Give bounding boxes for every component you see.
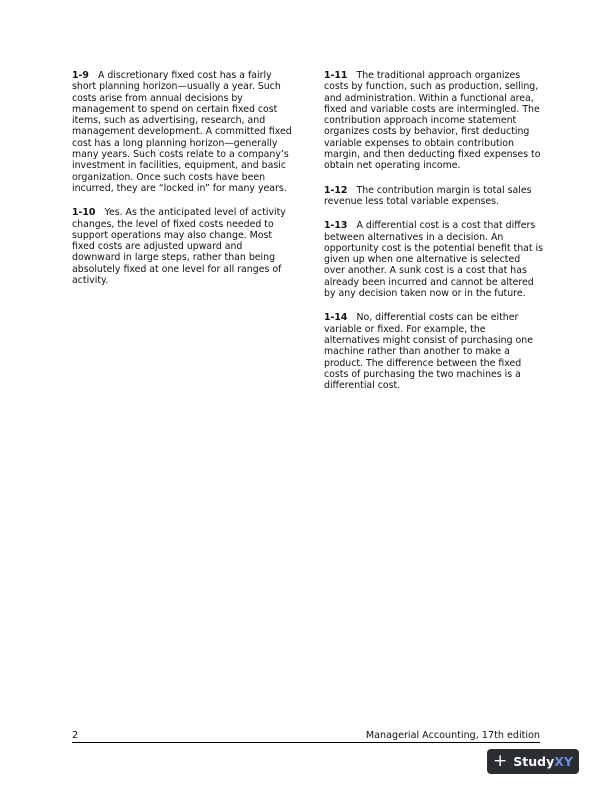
answer-1-11 xyxy=(324,70,544,172)
left-column xyxy=(72,70,292,299)
answer-text: A discretionary fixed cost has a fairly short planning horizon—usually a year. Such costs arise from annual decisions by management to spend on certain fixed cost items, such as advertising, research, and management development. A committed fixed cost has a long planning horizon—generally many years. Such costs relate to a company’s investment in facilities, equipment, and basic organization. Once such costs have been incurred, they are “locked in” for many years. xyxy=(72,70,292,194)
answer-number: 1-10 xyxy=(72,207,96,219)
answer-1-12 xyxy=(324,185,544,208)
answer-text: The traditional approach organizes costs by function, such as production, selling, and administration. Within a functional area, fixed and variable costs are intermingled. The contribution approach income statement organizes costs by behavior, first deducting variable expenses to obtain contribution margin, and then deducting fixed expenses to obtain net operating income. xyxy=(324,70,541,172)
answer-1-10 xyxy=(72,207,292,286)
page-number: 2 xyxy=(72,730,79,741)
plus-icon: + xyxy=(493,751,508,771)
answer-number: 1-12 xyxy=(324,184,348,196)
answer-1-13 xyxy=(324,220,544,299)
studyxy-badge[interactable] xyxy=(487,749,579,774)
answer-number: 1-9 xyxy=(72,70,89,81)
answer-number: 1-14 xyxy=(324,312,348,324)
answer-text: The contribution margin is total sales revenue less total variable expenses. xyxy=(324,184,532,207)
brand-accent: XY xyxy=(554,754,573,769)
page-footer xyxy=(72,730,540,743)
answer-number: 1-11 xyxy=(324,70,348,81)
right-column xyxy=(324,70,544,404)
book-title: Managerial Accounting, 17th edition xyxy=(365,730,540,741)
brand-main: Study xyxy=(513,754,555,769)
answer-text: A differential cost is a cost that differs between alternatives in a decision. An opportunity cost is the potential benefit that is given up when one alternative is selected over another. A sunk cost is a cost that has already been incurred and cannot be altered by any decision taken now or in the future. xyxy=(324,220,544,300)
answer-text: Yes. As the anticipated level of activity changes, the level of fixed costs needed to support operations may also change. Most fixed costs are adjusted upward and downward in large steps, rather than being absolutely fixed at one level for all ranges of activity. xyxy=(72,207,286,287)
answer-1-14 xyxy=(324,312,544,391)
answer-number: 1-13 xyxy=(324,220,348,232)
answer-1-9 xyxy=(72,70,292,194)
answer-text: No, differential costs can be either variable or fixed. For example, the alternatives might consist of purchasing one machine rather than another to make a product. The difference between the fixed costs of purchasing the two machines is a differential cost. xyxy=(324,312,533,392)
